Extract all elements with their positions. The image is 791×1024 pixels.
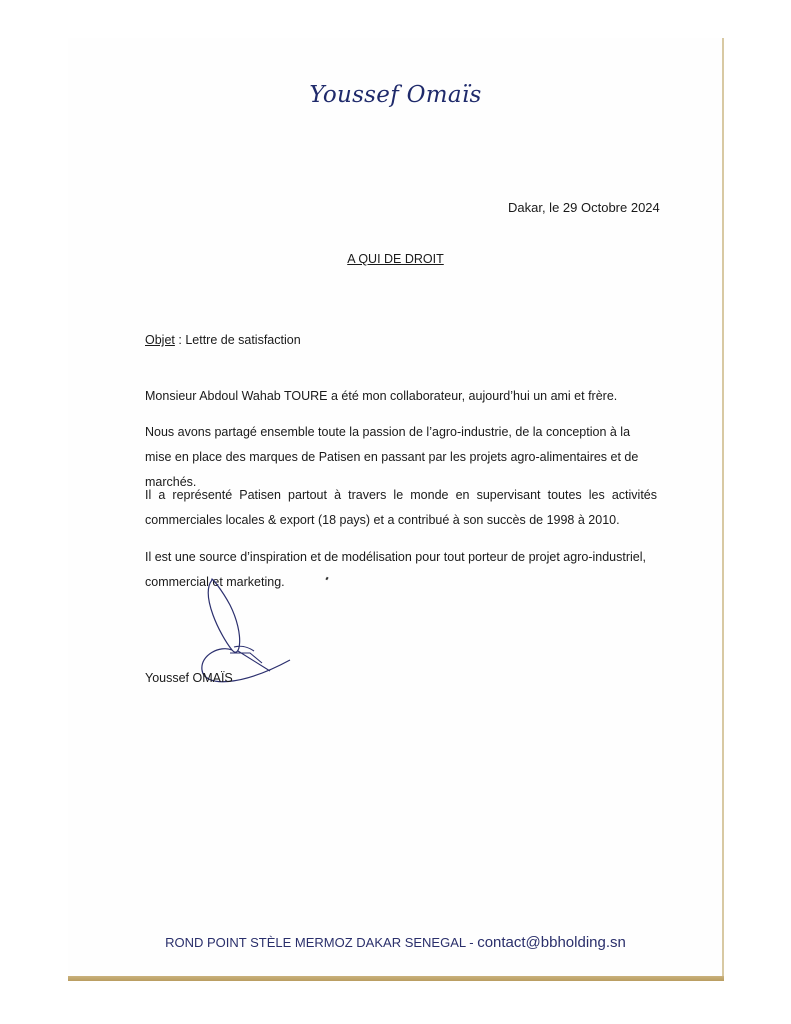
footer-separator: - xyxy=(465,935,478,950)
body-paragraph-1: Monsieur Abdoul Wahab TOURE a été mon collaborateur, aujourd’hui un ami et frère. xyxy=(145,389,618,403)
footer-address: ROND POINT STÈLE MERMOZ DAKAR SENEGAL xyxy=(165,935,466,950)
body-paragraph-4: Il est une source d’inspiration et de modélisation pour tout porteur de projet agro-industriel, commercial et marketing. xyxy=(145,550,646,589)
letterhead-name: Youssef Omaïs xyxy=(309,82,482,108)
subject-separator: : xyxy=(174,333,186,347)
subject-text: Lettre de satisfaction xyxy=(185,333,301,347)
subject-line xyxy=(145,333,301,347)
date-line: Dakar, le 29 Octobre 2024 xyxy=(508,200,660,215)
body-paragraph-3: Il a représenté Patisen partout à travers le monde en supervisant toutes les activités commerciales locales & export (18 pays) et a contribué à son succès de 1998 à 2010. xyxy=(145,488,657,527)
signer-name: Youssef OMAÏS xyxy=(145,671,233,685)
subject-label: Objet xyxy=(145,333,175,347)
addressee-heading: A QUI DE DROIT xyxy=(347,252,444,266)
footer xyxy=(0,934,791,951)
body-paragraph-2: Nous avons partagé ensemble toute la passion de l’agro-industrie, de la conception à la mise en place des marques de Patisen en passant par les projets agro-alimentaires et de marchés. xyxy=(145,425,639,489)
footer-email: contact@bbholding.sn xyxy=(477,934,626,951)
paper-edge-shadow xyxy=(68,976,724,981)
